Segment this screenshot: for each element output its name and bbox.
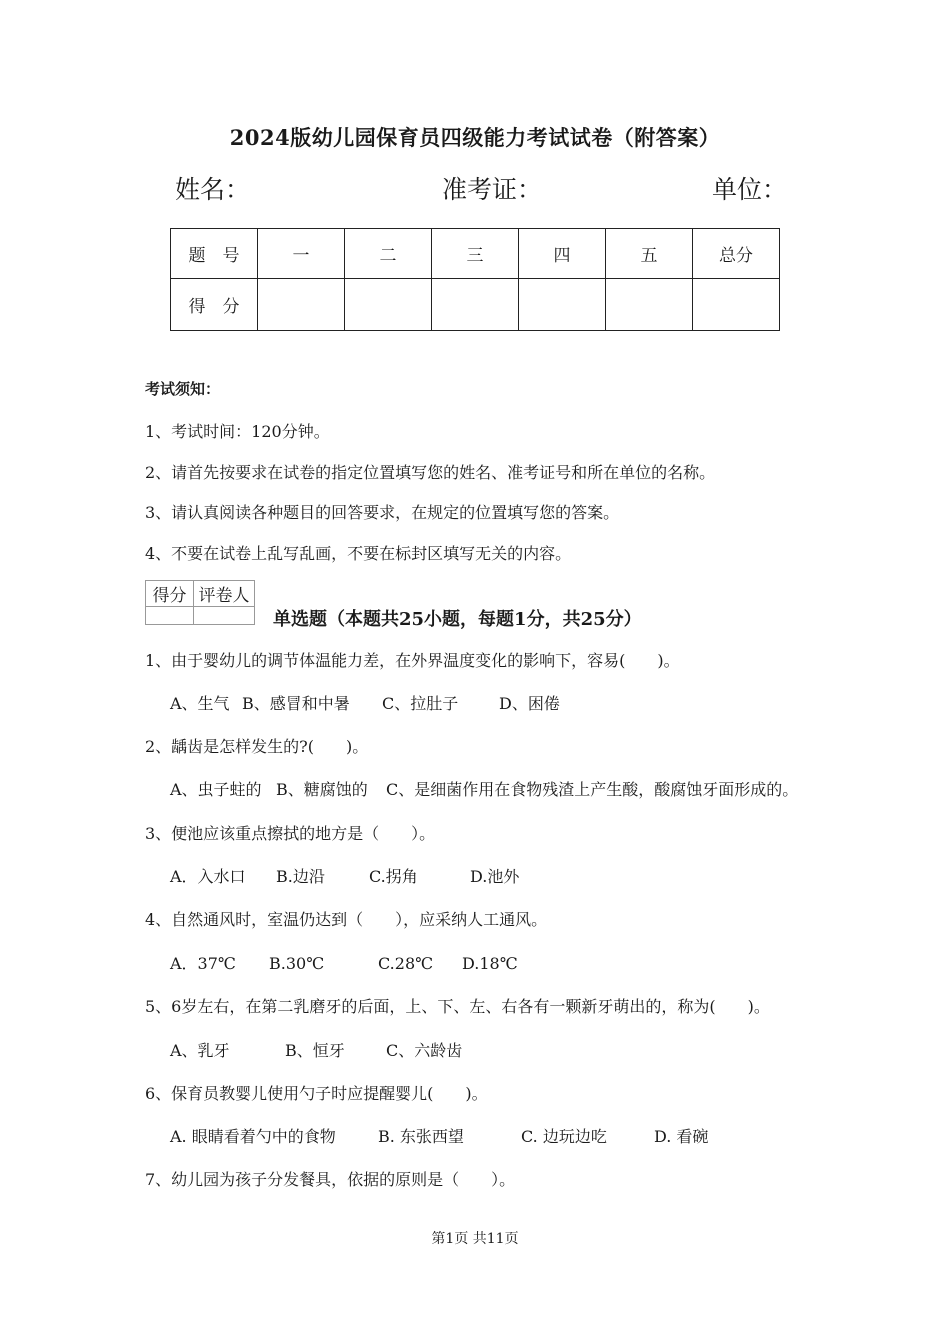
option[interactable]: B、感冒和中暑 <box>242 694 350 713</box>
score-cell[interactable] <box>345 279 432 331</box>
score-cell[interactable] <box>519 279 606 331</box>
grader-score-cell[interactable] <box>146 607 194 625</box>
question-options <box>170 864 519 887</box>
option[interactable]: B. 东张西望 <box>378 1127 464 1146</box>
option[interactable]: C. 边玩边吃 <box>521 1127 607 1146</box>
option[interactable]: A．入水口 <box>170 867 246 886</box>
section-title: 单选题（本题共25小题，每题1分，共25分） <box>273 609 642 630</box>
question-text: 6、保育员教婴儿使用勺子时应提醒婴儿( )。 <box>145 1084 488 1103</box>
option[interactable]: C.拐角 <box>369 867 418 886</box>
option[interactable]: C.28℃ <box>378 954 434 973</box>
option[interactable]: A．37℃ <box>170 954 236 973</box>
score-table-col-5: 五 <box>606 229 693 279</box>
score-table-col-3: 三 <box>432 229 519 279</box>
note-item: 1、考试时间：120分钟。 <box>145 422 330 441</box>
question-text: 5、6岁左右，在第二乳磨牙的后面，上、下、左、右各有一颗新牙萌出的，称为( )。 <box>145 997 770 1016</box>
notes-title: 考试须知： <box>145 380 221 398</box>
score-cell[interactable] <box>258 279 345 331</box>
question-text: 3、便池应该重点擦拭的地方是（ ）。 <box>145 824 436 843</box>
score-table <box>170 228 780 331</box>
name-label: 姓名： <box>175 175 251 204</box>
score-table-col-2: 二 <box>345 229 432 279</box>
option[interactable]: A、生气 <box>170 694 230 713</box>
score-table-col-4: 四 <box>519 229 606 279</box>
question-text: 4、自然通风时，室温仍达到（ ），应采纳人工通风。 <box>145 910 548 929</box>
page-footer: 第1页 共11页 <box>431 1231 519 1247</box>
question-text: 1、由于婴幼儿的调节体温能力差，在外界温度变化的影响下，容易( )。 <box>145 651 680 670</box>
option[interactable]: D.池外 <box>470 867 520 886</box>
grader-reviewer-cell[interactable] <box>194 607 255 625</box>
question-options <box>170 1038 462 1061</box>
option[interactable]: A、乳牙 <box>170 1041 230 1060</box>
option[interactable]: D、困倦 <box>499 694 560 713</box>
option[interactable]: A. 眼睛看着勺中的食物 <box>170 1127 336 1146</box>
question-options <box>170 951 518 974</box>
score-row-label: 得 分 <box>171 279 258 331</box>
option[interactable]: C、是细菌作用在食物残渣上产生酸，酸腐蚀牙面形成的。 <box>386 780 799 799</box>
question-options <box>170 777 798 800</box>
score-cell[interactable] <box>432 279 519 331</box>
note-item: 2、请首先按要求在试卷的指定位置填写您的姓名、准考证号和所在单位的名称。 <box>145 463 716 482</box>
option[interactable]: B.边沿 <box>276 867 325 886</box>
option[interactable]: C、拉肚子 <box>382 694 459 713</box>
option[interactable]: A、虫子蛀的 <box>170 780 262 799</box>
exam-id-label: 准考证： <box>442 175 543 204</box>
score-table-header-row <box>171 229 780 279</box>
option[interactable]: C、六龄齿 <box>386 1041 463 1060</box>
option[interactable]: B.30℃ <box>269 954 325 973</box>
grader-score-label: 得分 <box>146 581 194 607</box>
grader-box <box>145 580 255 625</box>
question-text: 7、幼儿园为孩子分发餐具，依据的原则是（ ）。 <box>145 1170 516 1189</box>
question-text: 2、龋齿是怎样发生的?( )。 <box>145 737 369 756</box>
note-item: 3、请认真阅读各种题目的回答要求，在规定的位置填写您的答案。 <box>145 503 620 522</box>
score-table-score-row <box>171 279 780 331</box>
unit-label: 单位： <box>712 175 788 204</box>
option[interactable]: D.18℃ <box>462 954 518 973</box>
grader-reviewer-label: 评卷人 <box>194 581 255 607</box>
score-table-col-1: 一 <box>258 229 345 279</box>
score-table-col-total: 总分 <box>693 229 780 279</box>
option[interactable]: B、糖腐蚀的 <box>276 780 368 799</box>
option[interactable]: B、恒牙 <box>285 1041 345 1060</box>
score-cell[interactable] <box>606 279 693 331</box>
option[interactable]: D. 看碗 <box>654 1127 709 1146</box>
question-options <box>170 691 560 714</box>
score-cell[interactable] <box>693 279 780 331</box>
document-title: 2024版幼儿园保育员四级能力考试试卷（附答案） <box>229 125 721 150</box>
score-table-label: 题 号 <box>171 229 258 279</box>
question-options <box>170 1124 708 1147</box>
note-item: 4、不要在试卷上乱写乱画，不要在标封区填写无关的内容。 <box>145 544 572 563</box>
